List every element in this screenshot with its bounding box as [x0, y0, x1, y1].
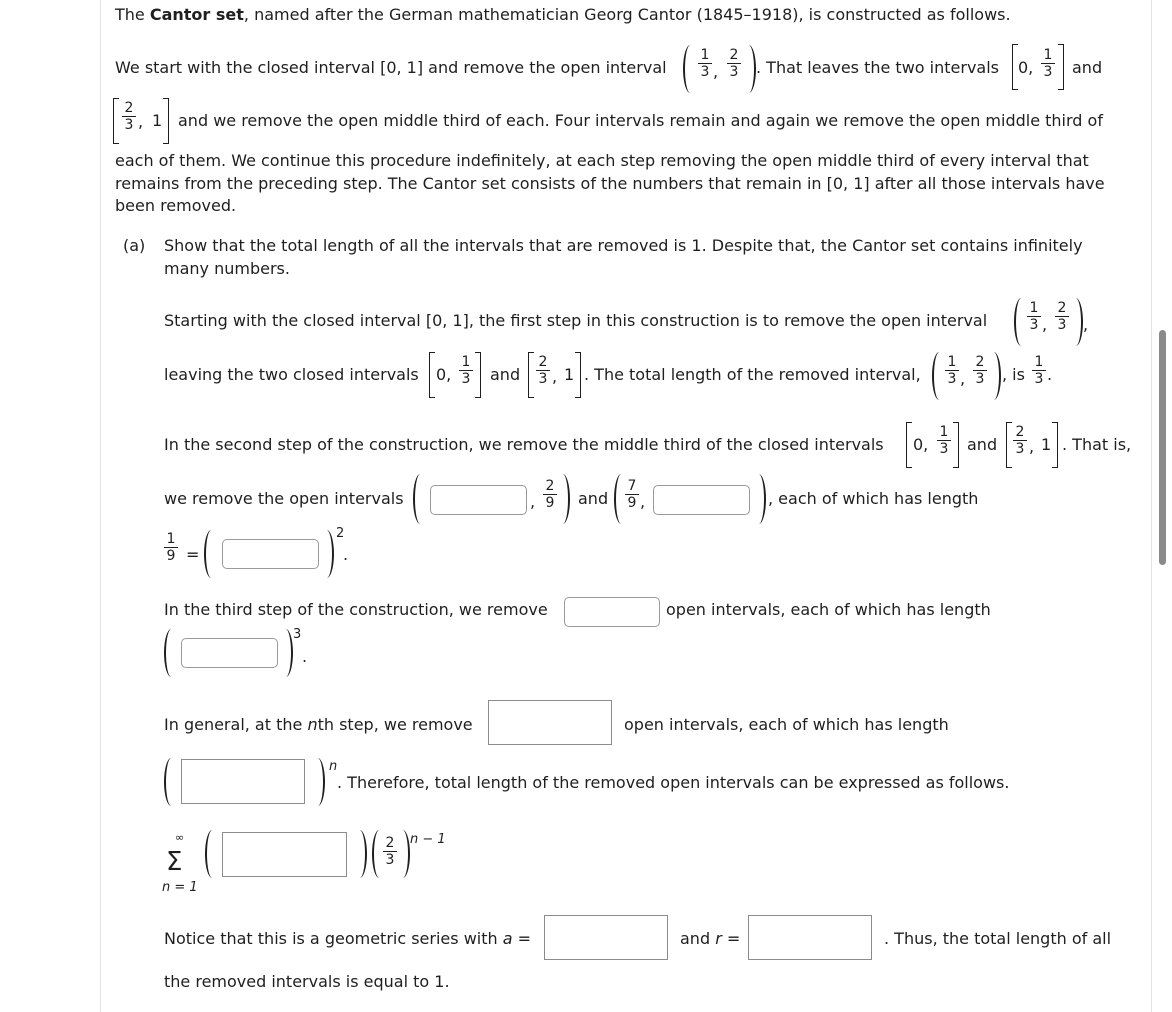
fraction: $\frac{1}{3}$ — [1041, 48, 1055, 79]
fraction: $\frac{2}{3}$ — [973, 355, 987, 386]
para1-line5: been removed. — [115, 196, 237, 215]
fraction: $\frac{1}{3}$ — [945, 355, 959, 386]
fraction-two-thirds: $\frac{2}{3}$ — [383, 836, 397, 867]
period: . — [302, 647, 308, 666]
fraction: $\frac{2}{3}$ — [122, 101, 136, 132]
step1-text3: . The total length of the removed interval, — [584, 365, 921, 384]
and-text: and — [1072, 58, 1103, 77]
geometric-r-label: and r = — [680, 929, 741, 948]
general-text1: In general, at the nth step, we remove — [164, 715, 473, 734]
fraction: $\frac{1}{3}$ — [698, 48, 712, 79]
exponent: 3 — [293, 627, 302, 642]
step2-open1-left-input[interactable] — [430, 485, 527, 515]
fraction: $\frac{2}{3}$ — [1013, 425, 1027, 456]
interval-zero: 0, — [436, 365, 452, 384]
para1-start: We start with the closed interval [0, 1] and remove the open interval — [115, 58, 667, 77]
paren-left — [683, 45, 695, 93]
para1-line3: each of them. We continue this procedure indefinitely, at each step removing the open middle third of every interval that — [115, 151, 1089, 170]
exponent: 2 — [336, 526, 345, 541]
fraction: $\frac{1}{3}$ — [1027, 301, 1041, 332]
paren-left — [932, 352, 944, 400]
and-text: and — [578, 489, 609, 508]
fraction: $\frac{2}{3}$ — [1055, 301, 1069, 332]
period: . — [1047, 365, 1053, 384]
fraction: $\frac{2}{3}$ — [536, 355, 550, 386]
each-length-text: , each of which has length — [768, 489, 979, 508]
general-therefore: . Therefore, total length of the removed open intervals can be expressed as follows. — [337, 773, 1010, 792]
comma: , — [960, 369, 966, 388]
fraction: $\frac{2}{9}$ — [543, 479, 557, 510]
step3-text1: In the third step of the construction, we remove — [164, 600, 548, 619]
intro-line — [115, 5, 1011, 25]
general-count-input[interactable] — [488, 700, 612, 745]
comma: , — [530, 492, 536, 511]
comma: , — [640, 492, 646, 511]
bracket-left — [429, 352, 435, 398]
interval-one: 1 — [152, 111, 163, 130]
paren-left — [204, 530, 216, 578]
paren-left — [164, 629, 176, 677]
step3-length-base-input[interactable] — [181, 638, 278, 668]
bracket-right — [475, 352, 481, 398]
scrollbar-thumb[interactable] — [1159, 330, 1166, 565]
bracket-right — [575, 352, 581, 398]
comma: , — [138, 112, 144, 131]
and-text: and — [967, 435, 998, 454]
fraction: $\frac{1}{3}$ — [1032, 355, 1046, 386]
step3-text2: open intervals, each of which has length — [666, 600, 991, 619]
geometric-line2: the removed intervals is equal to 1. — [164, 972, 450, 991]
part-a-line1: Show that the total length of all the intervals that are removed is 1. Despite that, the Cantor set contains infinitely — [164, 236, 1083, 255]
bracket-right — [163, 98, 169, 144]
bracket-left — [1006, 422, 1012, 468]
step3-count-input[interactable] — [564, 597, 660, 627]
paren-left — [1014, 298, 1026, 346]
sum-lower-limit: n = 1 — [162, 880, 198, 895]
general-text2: open intervals, each of which has length — [624, 715, 949, 734]
equals: = — [186, 545, 200, 564]
exponent-n: n — [329, 759, 338, 774]
bracket-right — [1058, 44, 1064, 90]
geometric-a-input[interactable] — [544, 915, 668, 960]
geometric-r-input[interactable] — [748, 915, 872, 960]
that-is-text: . That is, — [1062, 435, 1132, 454]
geometric-text1: Notice that this is a geometric series with a = — [164, 929, 532, 948]
exponent-n-minus-1: n − 1 — [410, 832, 446, 847]
step2-open2-right-input[interactable] — [653, 485, 750, 515]
period: . — [343, 545, 349, 564]
para1-rest: and we remove the open middle third of each. Four intervals remain and again we remove the open middle third of — [178, 111, 1103, 130]
step2-text2: we remove the open intervals — [164, 489, 404, 508]
geometric-thus: . Thus, the total length of all — [884, 929, 1112, 948]
part-a-line2: many numbers. — [164, 259, 290, 278]
bracket-right — [953, 422, 959, 468]
interval-one: 1 — [1041, 435, 1052, 454]
comma: , — [552, 367, 558, 386]
intro-suffix: , named after the German mathematician Georg Cantor (1845–1918), is constructed as follows. — [243, 5, 1011, 24]
fraction: $\frac{1}{3}$ — [937, 425, 951, 456]
bracket-left — [528, 352, 534, 398]
step2-text1: In the second step of the construction, we remove the middle third of the closed intervals — [164, 435, 884, 454]
bracket-left — [906, 422, 912, 468]
general-length-base-input[interactable] — [181, 759, 305, 804]
para1-line4: remains from the preceding step. The Cantor set consists of the numbers that remain in [0, 1] after all those intervals have — [115, 174, 1105, 193]
paren-left — [413, 474, 425, 524]
sum-coefficient-input[interactable] — [222, 832, 347, 877]
interval-one: 1 — [564, 365, 575, 384]
is-text: , is — [1002, 365, 1025, 384]
bracket-left — [113, 98, 119, 144]
intro-bold: Cantor set — [149, 5, 244, 24]
sum-upper-limit: ∞ — [175, 831, 185, 844]
step1-text2: leaving the two closed intervals — [164, 365, 419, 384]
paren-left — [164, 758, 176, 806]
sigma-icon: Σ — [166, 847, 183, 877]
comma: , — [1029, 437, 1035, 456]
step1-text1: Starting with the closed interval [0, 1], the first step in this construction is to remove the open interval — [164, 311, 988, 330]
intro-prefix: The — [115, 5, 150, 24]
and-text: and — [490, 365, 521, 384]
comma: , — [1042, 315, 1048, 334]
step2-length-base-input[interactable] — [222, 539, 319, 569]
para1-leaves: . That leaves the two intervals — [756, 58, 999, 77]
interval-zero: 0, — [1018, 58, 1034, 77]
fraction: $\frac{7}{9}$ — [625, 479, 639, 510]
interval-zero: 0, — [913, 435, 929, 454]
fraction-one-ninth: $\frac{1}{9}$ — [164, 532, 178, 563]
fraction: $\frac{2}{3}$ — [727, 48, 741, 79]
comma: , — [713, 62, 719, 81]
bracket-right — [1052, 422, 1058, 468]
part-a-label: (a) — [123, 236, 146, 255]
paren-left — [205, 830, 217, 878]
comma: , — [1083, 315, 1089, 334]
fraction: $\frac{1}{3}$ — [459, 355, 473, 386]
